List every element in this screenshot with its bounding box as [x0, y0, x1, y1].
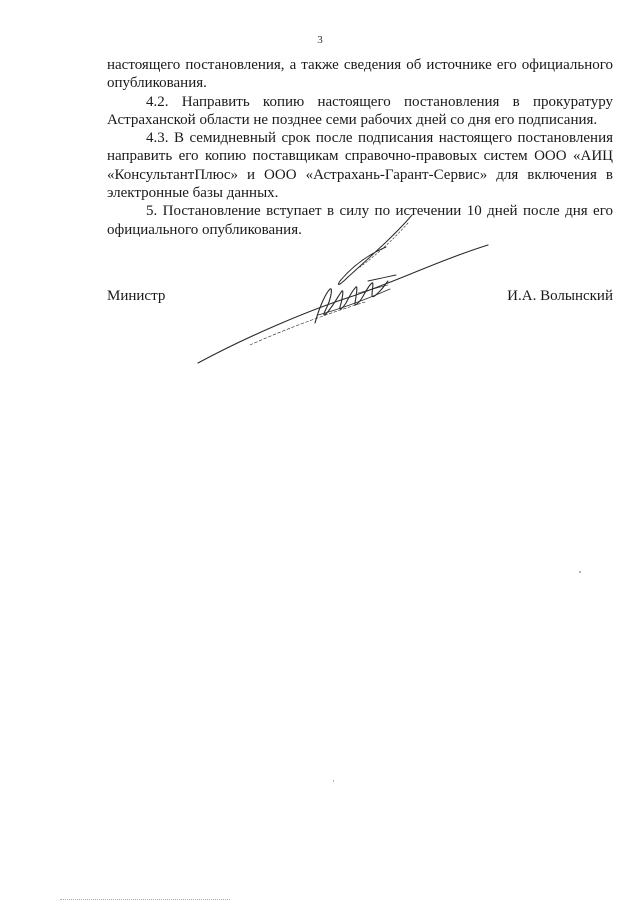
paragraph-4-3: 4.3. В семидневный срок после подписания настоящего постановления направить его копию поставщикам справочно-правовых систем ООО «АИЦ «КонсультантПлюс» и ООО «Астрахань-Гарант-Сервис» для включения в электронные базы данных. — [107, 130, 613, 202]
handwritten-signature — [190, 205, 500, 370]
scan-speck — [333, 780, 334, 782]
paragraph-5: 5. Постановление вступает в силу по истечении 10 дней после дня его официального опубликования. — [107, 203, 613, 238]
scan-edge-dots — [60, 899, 230, 902]
scan-speck — [579, 571, 581, 573]
page-number: 3 — [317, 34, 323, 46]
paragraph-continuation: настоящего постановления, а также сведения об источнике его официального опубликования. — [107, 57, 613, 92]
paragraph-4-2: 4.2. Направить копию настоящего постановления в прокуратуру Астраханской области не позднее семи рабочих дней со дня его подписания. — [107, 93, 613, 128]
signatory-position: Министр — [107, 288, 166, 304]
signatory-name: И.А. Волынский — [507, 288, 613, 304]
